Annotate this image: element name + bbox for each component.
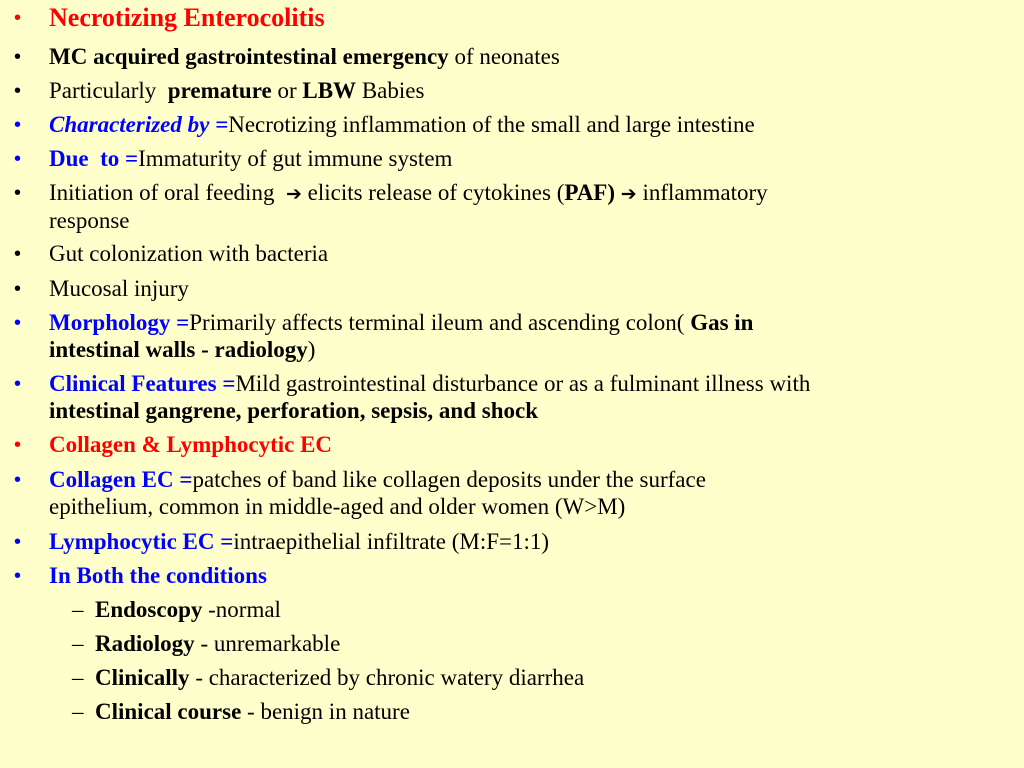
- radiology-term: Radiology: [95, 631, 195, 656]
- bullet: •: [14, 7, 22, 29]
- both-conditions-label: In Both the conditions: [49, 563, 267, 588]
- bullet: •: [14, 243, 22, 265]
- dash: –: [72, 597, 84, 622]
- mucosal-text: Mucosal injury: [49, 276, 189, 301]
- characterized-label: Characterized by =: [49, 112, 229, 137]
- bullet: •: [14, 114, 22, 136]
- or-word: or: [277, 78, 297, 103]
- bullet: •: [14, 148, 22, 170]
- lymphocytic-ec-text: intraepithelial infiltrate (M:F=1:1): [233, 529, 550, 554]
- oral-feeding-post: inflammatory: [642, 180, 768, 205]
- lbw-term: LBW: [302, 78, 357, 103]
- heading-collagen-lymphocytic: Collagen & Lymphocytic EC: [49, 432, 333, 457]
- clinical-course-text: - benign in nature: [247, 699, 410, 724]
- mc-rest: of neonates: [454, 44, 560, 69]
- bullet: •: [14, 182, 22, 204]
- particularly-pre: Particularly: [49, 78, 157, 103]
- bullet: •: [14, 80, 22, 102]
- bullet: •: [14, 531, 22, 553]
- intestinal-walls-term: intestinal walls - radiology: [49, 336, 308, 362]
- collagen-ec-text1: patches of band like collagen deposits under the surface: [192, 467, 706, 492]
- oral-feeding-pre: Initiation of oral feeding: [49, 180, 275, 205]
- bullet: •: [14, 434, 22, 456]
- clinically-text: - characterized by chronic watery diarrhea: [195, 665, 585, 690]
- oral-feeding-line2: response: [49, 207, 130, 233]
- morphology-close: ): [307, 336, 316, 362]
- premature-term: premature: [167, 78, 272, 103]
- dash: –: [72, 699, 84, 724]
- clinically-term: Clinically: [95, 665, 190, 690]
- bullet: •: [14, 373, 22, 395]
- bullet: •: [14, 46, 22, 68]
- due-to-label: Due to =: [49, 146, 139, 171]
- dash: –: [72, 665, 84, 690]
- bullet: •: [14, 278, 22, 300]
- bullet: •: [14, 469, 22, 491]
- radiology-text: - unremarkable: [200, 631, 341, 656]
- oral-feeding-mid: elicits release of cytokines (: [307, 180, 565, 205]
- emergency-term: acquired gastrointestinal emergency: [93, 44, 449, 69]
- collagen-ec-text2: epithelium, common in middle-aged and older women (W>M): [49, 493, 626, 519]
- morphology-text: Primarily affects terminal ileum and ascending colon(: [189, 310, 685, 335]
- bullet: •: [14, 565, 22, 587]
- gas-in-term: Gas in: [690, 310, 754, 335]
- due-to-text: Immaturity of gut immune system: [138, 146, 453, 171]
- characterized-text: Necrotizing inflammation of the small and large intestine: [228, 112, 755, 137]
- endoscopy-text: -normal: [208, 597, 281, 622]
- lymphocytic-ec-label: Lymphocytic EC =: [49, 529, 234, 554]
- colonization-text: Gut colonization with bacteria: [49, 241, 329, 266]
- heading-nec: Necrotizing Enterocolitis: [49, 3, 325, 32]
- mc-label: MC: [49, 44, 88, 69]
- paf-term: PAF): [564, 180, 616, 205]
- babies-word: Babies: [361, 78, 425, 103]
- clinical-features-label: Clinical Features =: [49, 371, 236, 396]
- clinical-course-term: Clinical course: [95, 699, 242, 724]
- endoscopy-term: Endoscopy: [95, 597, 203, 622]
- right-arrow-icon: ➔: [620, 183, 637, 205]
- clinical-features-bold: intestinal gangrene, perforation, sepsis, and shock: [49, 397, 539, 423]
- collagen-ec-label: Collagen EC =: [49, 467, 193, 492]
- dash: –: [72, 631, 84, 656]
- right-arrow-icon: ➔: [285, 183, 302, 205]
- morphology-label: Morphology =: [49, 310, 190, 335]
- clinical-features-text: Mild gastrointestinal disturbance or as a fulminant illness with: [235, 371, 811, 396]
- bullet: •: [14, 312, 22, 334]
